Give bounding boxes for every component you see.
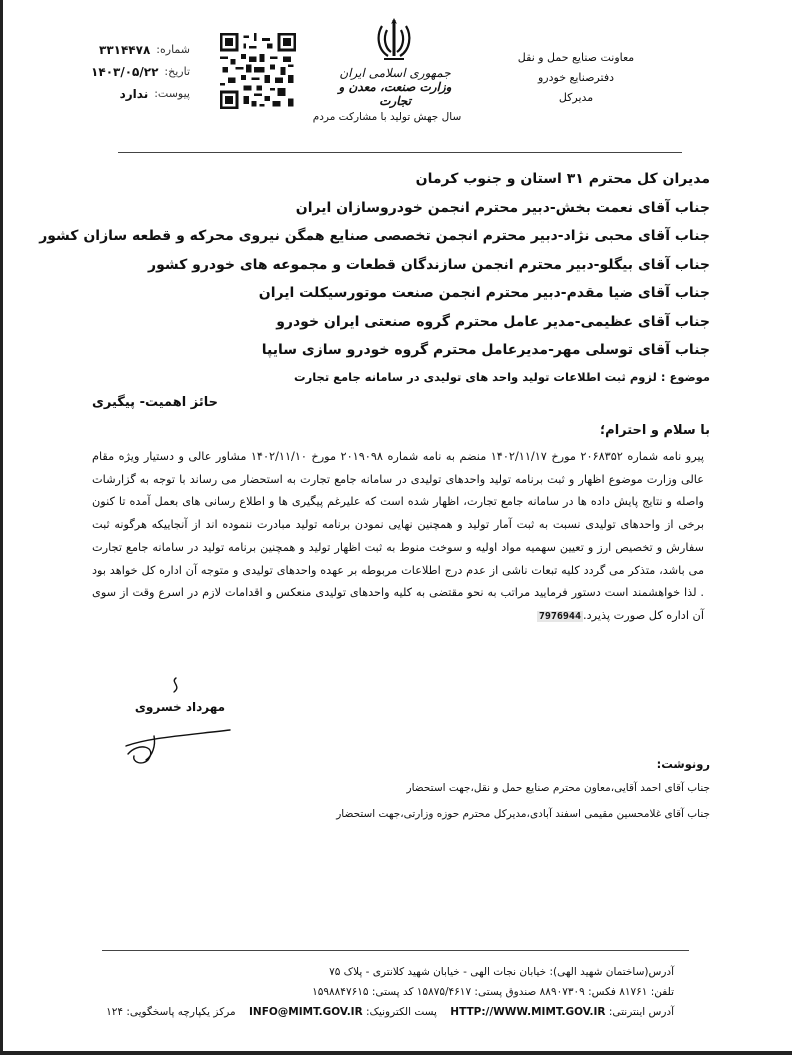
- callcenter: مرکز یکپارچه پاسخگویی: ۱۲۴: [106, 1006, 236, 1018]
- header-divider: [118, 152, 682, 153]
- recipient-line: جناب آقای توسلی مهر-مدیرعامل محترم گروه خودرو سازی سایپا: [261, 342, 710, 358]
- iran-emblem-icon: [372, 16, 416, 64]
- footer: [74, 962, 674, 1022]
- emblem-caption: [338, 66, 452, 108]
- recipient-line: جناب آقای بیگلو-دبیر محترم انجمن سازندگان قطعات و مجموعه های خودرو کشور: [148, 256, 710, 273]
- letter-subject: موضوع : لزوم ثبت اطلاعات تولید واحد های تولیدی در سامانه جامع تجارت: [294, 370, 710, 384]
- department-line: دفترصنایع خودرو: [538, 71, 614, 84]
- letter-meta: [40, 39, 190, 105]
- email-link[interactable]: INFO@MIMT.GOV.IR: [249, 1006, 363, 1018]
- footer-web-row: [74, 1002, 674, 1022]
- recipient-line: جناب آقای محبی نژاد-دبیر محترم انجمن تخصصی صنایع همگن نیروی محرکه و قطعه سازان کشور: [39, 228, 710, 244]
- scan-border-left: [0, 0, 3, 1055]
- letter-number-row: [40, 39, 190, 61]
- department-block: [476, 48, 676, 108]
- department-line: مدیرکل: [558, 91, 594, 104]
- tracking-code: 7976944: [538, 610, 581, 622]
- website-link[interactable]: HTTP://WWW.MIMT.GOV.IR: [450, 1006, 606, 1018]
- country-name: جمهوری اسلامی ایران: [339, 66, 451, 80]
- ministry-name: وزارت صنعت، معدن و تجارت: [338, 80, 452, 108]
- attachment-value: ندارد: [119, 87, 149, 101]
- footer-address: آدرس(ساختمان شهید الهی): خیابان نجات الهی - خیابان شهید کلانتری - پلاک ۷۵: [329, 966, 674, 978]
- website-label: آدرس اینترنتی:: [608, 1006, 674, 1018]
- signer-name: مهرداد خسروی: [134, 700, 226, 714]
- recipient-line: جناب آقای عظیمی-مدیر عامل محترم گروه صنعتی ایران خودرو: [276, 313, 710, 330]
- recipient-line: جناب آقای ضیا مقدم-دبیر محترم انجمن صنعت موتورسیکلت ایران: [258, 285, 710, 301]
- importance-note: حائز اهمیت- پیگیری: [92, 395, 218, 410]
- letter-date-row: [40, 61, 190, 83]
- salutation: با سلام و احترام؛: [599, 423, 710, 438]
- handwritten-signature: [118, 676, 238, 766]
- date-value: ۱۴۰۳/۰۵/۲۲: [91, 65, 159, 79]
- footer-divider: [102, 950, 689, 951]
- cc-title: رونوشت:: [656, 757, 710, 771]
- letter-body: [92, 446, 704, 629]
- attachment-label: پیوست:: [154, 87, 190, 100]
- recipient-line: جناب آقای نعمت بخش-دبیر محترم انجمن خودروسازان ایران: [295, 199, 710, 216]
- scan-border-bottom: [0, 1051, 792, 1055]
- qr-code-icon: [218, 33, 298, 109]
- body-text: پیرو نامه شماره ۲۰۶۸۳۵۲ مورخ ۱۴۰۲/۱۱/۱۷ منضم به نامه شماره ۲۰۱۹۰۹۸ مورخ ۱۴۰۲/۱۱/۱۰ مشاور عالی و دستیار ویژه مقام عالی وزارت موضوع اظهار و ثبت برنامه تولید واحدهای تولیدی در سامانه جامع تجارت به استحضار می رساند با توجه به گزارشات واصله و نتایج پایش داده ها در سامانه جامع تجارت، اظهار شده است که علیرغم پیگیری ها و اطلاع رسانی های بعمل آمده تا کنون برخی از واحدهای تولیدی نسبت به ثبت آمار تولید و همچنین نهایی نمودن برنامه تولید مبادرت ننموده اند از آنجاییکه هرگونه ثبت سفارش و تخصیص ارز و تعیین سهمیه مواد اولیه و سوخت منوط به ثبت اظهار تولید و همچنین برنامه تولید در سامانه جامع تجارت می باشد، متذکر می گردد کلیه تبعات ناشی از عدم درج اطلاعات مربوطه بر عهده واحدهای تولیدی و متوجه آن اداره کل خواهد بود . لذا خواهشمند است دستور فرمایید مراتب به نحو مقتضی به کلیه واحدهای تولیدی منعکس و اقدامات لازم در اسرع وقت از سوی آن اداره کل صورت پذیرد.: [92, 450, 704, 622]
- date-label: تاریخ:: [164, 65, 190, 78]
- number-value: ۳۳۱۴۴۷۸: [99, 43, 151, 57]
- recipient-line: مدیران کل محترم ۳۱ استان و جنوب کرمان: [415, 171, 710, 187]
- year-slogan: سال جهش تولید با مشارکت مردم: [312, 111, 462, 123]
- cc-item: جناب آقای غلامحسین مقیمی اسفند آبادی،مدیرکل محترم حوزه وزارتی،جهت استحضار: [336, 808, 710, 820]
- cc-list: [90, 775, 710, 827]
- recipients-list: [39, 165, 710, 365]
- cc-item: جناب آقای احمد آقایی،معاون محترم صنایع حمل و نقل،جهت استحضار: [406, 782, 710, 794]
- number-label: شماره:: [156, 43, 190, 56]
- attachment-row: [40, 83, 190, 105]
- email-label: پست الکترونیک:: [366, 1006, 437, 1018]
- department-line: معاونت صنایع حمل و نقل: [517, 51, 635, 64]
- footer-contacts: تلفن: ۸۱۷۶۱ فکس: ۸۸۹۰۷۳۰۹ صندوق پستی: ۱۵۸۷۵/۴۶۱۷ کد پستی: ۱۵۹۸۸۴۷۶۱۵: [312, 986, 674, 998]
